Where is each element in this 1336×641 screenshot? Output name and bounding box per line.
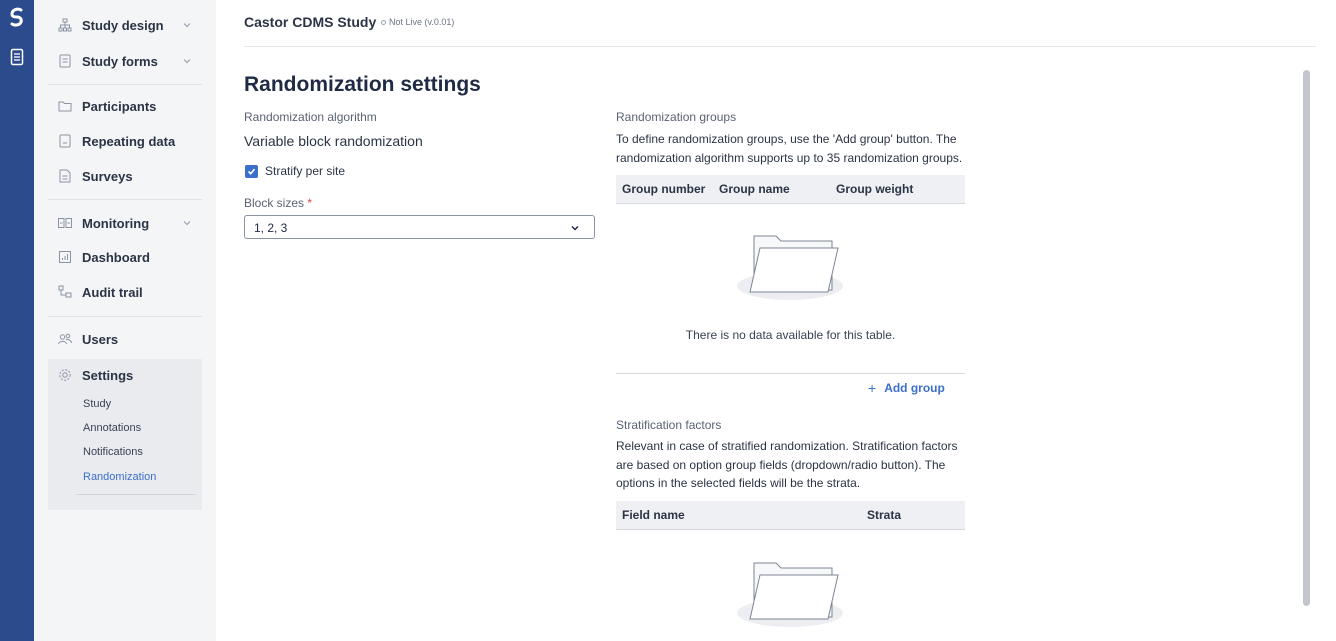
sidebar-item-label: Monitoring (82, 215, 150, 231)
castor-logo-icon[interactable] (4, 4, 30, 30)
required-marker: * (307, 196, 313, 210)
sidebar-item-study-design[interactable] (48, 8, 202, 42)
status-text: Not Live (v.0.01) (389, 17, 455, 27)
strat-description: Relevant in case of stratified randomization. Stratification factors are based on option group fields (dropdown/radio button). The options in the selected fields will be the strata. (616, 439, 958, 490)
stratify-checkbox[interactable] (245, 165, 258, 178)
chevron-down-icon (182, 56, 192, 66)
groups-title: Randomization groups (616, 110, 737, 124)
strat-table-header (616, 501, 965, 530)
study-title: Castor CDMS Study (244, 14, 377, 30)
page-title: Randomization settings (244, 73, 481, 96)
sidebar-item-surveys[interactable] (48, 159, 202, 193)
column-header[interactable]: Group weight (836, 182, 914, 196)
chevron-down-icon (182, 218, 192, 228)
notebook-icon[interactable] (7, 47, 27, 67)
sidebar-divider (48, 316, 202, 317)
empty-folder-icon (736, 228, 844, 300)
column-header[interactable]: Group number (622, 182, 706, 196)
app-rail (0, 0, 34, 641)
sidebar-item-label: Study forms (82, 53, 158, 69)
status-dot-icon (381, 20, 386, 25)
sidebar-divider (48, 199, 202, 200)
groups-description: To define randomization groups, use the 'Add group' button. The randomization algorithm supports up to 35 randomization groups. (616, 132, 963, 165)
sidebar-item-dashboard[interactable] (48, 240, 202, 274)
column-header[interactable]: Strata (867, 508, 902, 522)
block-sizes-label-text: Block sizes (244, 196, 305, 210)
form-icon (58, 54, 72, 68)
sidebar-item-settings[interactable] (48, 358, 202, 392)
survey-doc-icon (58, 169, 72, 183)
add-group-button[interactable] (868, 380, 945, 396)
sidebar-item-repeating-data[interactable] (48, 124, 202, 158)
sidebar-item-label: Participants (82, 98, 157, 114)
sidebar-item-monitoring[interactable] (48, 206, 202, 240)
chevron-down-icon (182, 20, 192, 30)
audit-icon (58, 285, 72, 299)
groups-table-bottom (616, 373, 965, 374)
active-indicator (76, 494, 196, 495)
block-sizes-value: 1, 2, 3 (254, 221, 288, 235)
block-sizes-select[interactable] (244, 215, 595, 239)
sidebar-item-users[interactable] (48, 322, 202, 356)
study-status (381, 17, 454, 27)
add-group-label: Add group (884, 381, 945, 395)
gear-icon (58, 368, 72, 382)
sidebar-item-study-forms[interactable] (48, 44, 202, 78)
monitoring-icon (58, 216, 72, 230)
hierarchy-icon (58, 18, 72, 32)
sidebar-item-participants[interactable] (48, 89, 202, 123)
settings-sub-randomization[interactable]: Randomization (83, 471, 157, 483)
sidebar-item-label: Surveys (82, 168, 133, 184)
empty-folder-icon (736, 555, 844, 627)
column-header[interactable]: Field name (622, 508, 685, 522)
sidebar-item-label: Repeating data (82, 133, 176, 149)
sidebar-item-label: Study design (82, 17, 164, 33)
settings-sub-annotations[interactable]: Annotations (83, 422, 142, 434)
header-divider (244, 46, 1316, 47)
algorithm-value: Variable block randomization (244, 133, 423, 149)
sidebar-item-label: Dashboard (82, 249, 150, 265)
column-header[interactable]: Group name (719, 182, 790, 196)
sidebar-item-label: Settings (82, 367, 134, 383)
folder-icon (58, 99, 72, 113)
repeat-doc-icon (58, 134, 72, 148)
algorithm-label: Randomization algorithm (244, 110, 377, 124)
users-icon (58, 332, 72, 346)
plus-icon: + (868, 380, 877, 396)
scrollbar-thumb[interactable] (1303, 70, 1310, 606)
stratify-label[interactable]: Stratify per site (265, 164, 346, 178)
block-sizes-label (244, 196, 312, 210)
settings-sub-notifications[interactable]: Notifications (83, 446, 143, 458)
chart-icon (58, 250, 72, 264)
sidebar-item-label: Audit trail (82, 284, 143, 300)
strat-title: Stratification factors (616, 418, 722, 432)
sidebar-divider (48, 84, 202, 85)
groups-table-header (616, 175, 965, 204)
sidebar-item-label: Users (82, 331, 119, 347)
sidebar (34, 0, 216, 641)
sidebar-item-audit-trail[interactable] (48, 275, 202, 309)
chevron-down-icon (570, 223, 580, 233)
check-icon (247, 167, 256, 176)
groups-empty-message: There is no data available for this table. (685, 328, 896, 342)
settings-sub-study[interactable]: Study (83, 398, 112, 410)
